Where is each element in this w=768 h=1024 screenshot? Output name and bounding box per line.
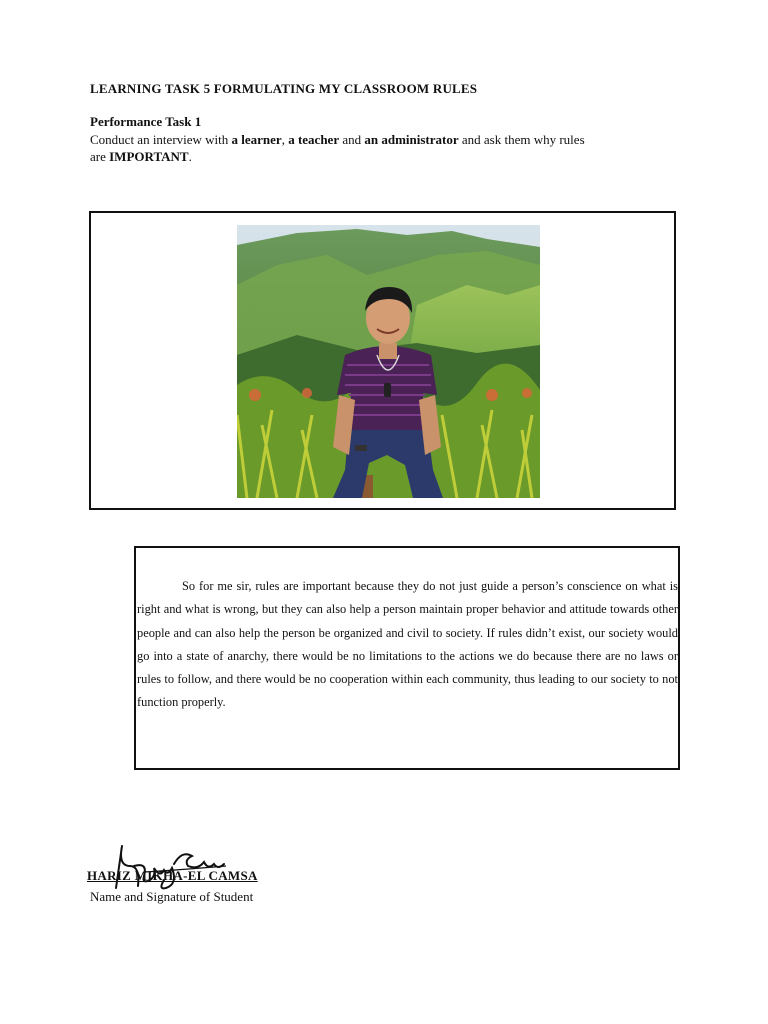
task-heading: Performance Task 1	[90, 114, 202, 129]
photo-frame	[89, 211, 676, 510]
instructions-text: and	[339, 132, 365, 147]
answer-box	[134, 546, 680, 770]
answer-text: So for me sir, rules are important because they do not just guide a person’s conscience on what is right and what is wrong, but they can also help a person maintain proper behavior and attitude towards other people and can also help the person be organized and civil to society. If rules didn’t exist, our society would go into a state of anarchy, there would be no limitations to the actions we do because there are no laws or rules to follow, and there would be no cooperation within each community, thus leading to our society to not function properly.	[137, 579, 678, 710]
student-name: HARIZ MIKHA-EL CAMSA	[87, 868, 258, 883]
instructions-bold-teacher: a teacher	[288, 132, 340, 147]
instructions-text: and ask them why rules are	[90, 132, 585, 164]
instructions-text: .	[188, 149, 192, 164]
student-photo	[237, 225, 540, 498]
instructions-bold-learner: a learner	[231, 132, 282, 147]
instructions-text: ,	[281, 132, 289, 147]
instructions-text: Conduct an interview with	[90, 132, 232, 147]
signature-caption: Name and Signature of Student	[90, 889, 254, 904]
instructions-bold-administrator: an administrator	[364, 132, 459, 147]
page-title: LEARNING TASK 5 FORMULATING MY CLASSROOM RULES	[90, 81, 478, 96]
photo-illustration	[237, 225, 540, 498]
instructions-bold-important: IMPORTANT	[109, 149, 189, 164]
instructions-paragraph	[90, 131, 600, 165]
